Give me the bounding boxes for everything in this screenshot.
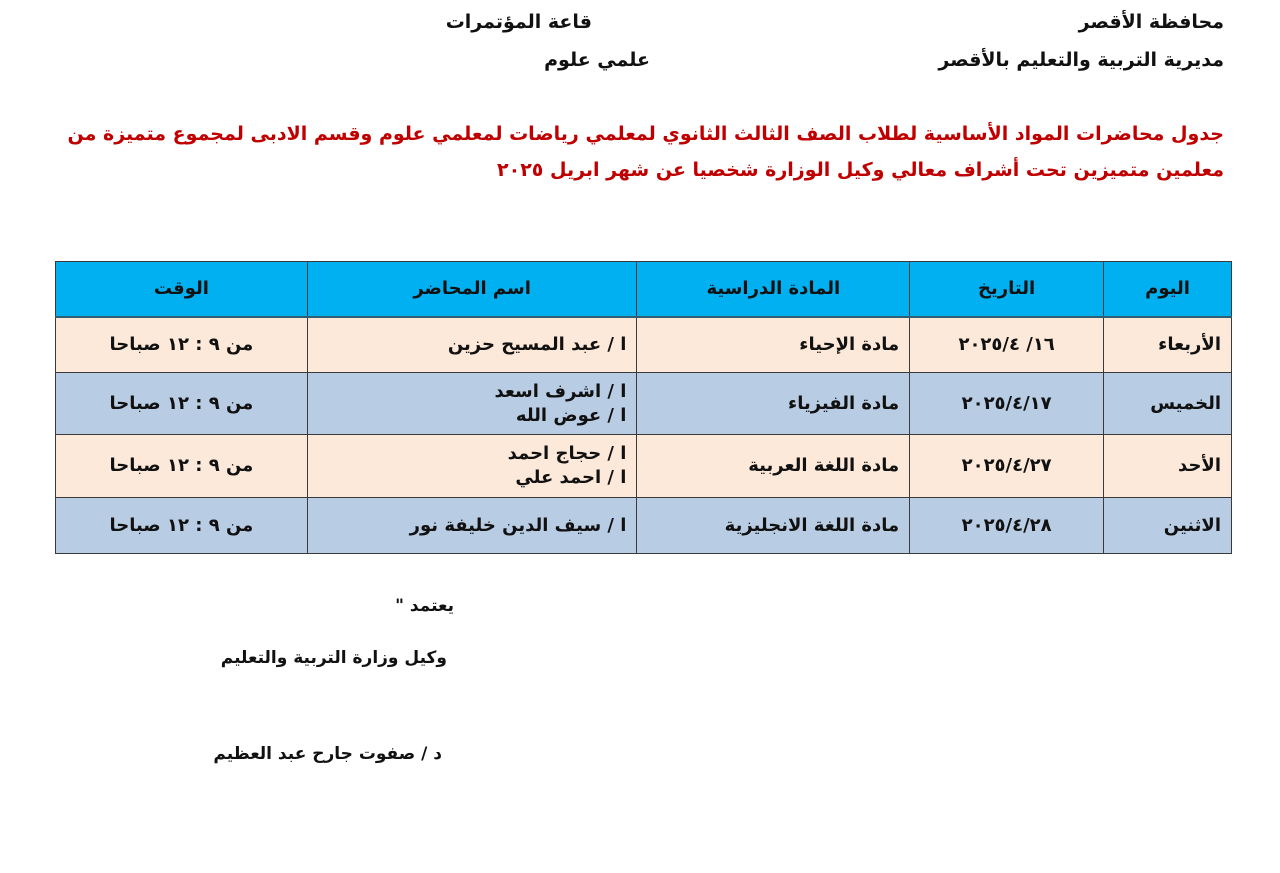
cell-date: ٢٠٢٥/٤/٢٨ bbox=[910, 498, 1104, 554]
lecturer-name: ا / عوض الله bbox=[515, 404, 627, 426]
table-header-row bbox=[56, 262, 1232, 317]
cell-day: الأحد bbox=[1104, 435, 1232, 498]
approval-label: يعتمد " bbox=[395, 596, 454, 616]
cell-lecturer bbox=[307, 373, 637, 435]
cell-day: الأربعاء bbox=[1104, 317, 1232, 373]
column-header-date: التاريخ bbox=[910, 262, 1104, 317]
column-header-lecturer: اسم المحاضر bbox=[307, 262, 637, 317]
cell-time: من ٩ : ١٢ صباحا bbox=[56, 373, 308, 435]
cell-subject: مادة الإحياء bbox=[637, 317, 910, 373]
governorate-label: محافظة الأقصر bbox=[1078, 11, 1224, 33]
cell-lecturer bbox=[307, 435, 637, 498]
table-row bbox=[56, 317, 1232, 373]
schedule-table bbox=[55, 261, 1232, 554]
cell-subject: مادة اللغة الانجليزية bbox=[637, 498, 910, 554]
hall-label: قاعة المؤتمرات bbox=[445, 11, 592, 33]
column-header-time: الوقت bbox=[56, 262, 308, 317]
cell-subject: مادة الفيزياء bbox=[637, 373, 910, 435]
cell-time: من ٩ : ١٢ صباحا bbox=[56, 317, 308, 373]
lecturer-name: ا / احمد علي bbox=[515, 467, 627, 488]
lecturer-name: ا / اشرف اسعد bbox=[494, 380, 627, 402]
cell-lecturer bbox=[307, 317, 637, 373]
table-row bbox=[56, 498, 1232, 554]
signer-name: د / صفوت جارح عبد العظيم bbox=[213, 744, 442, 764]
lecturer-name: ا / سيف الدين خليفة نور bbox=[409, 514, 627, 536]
cell-day: الخميس bbox=[1104, 373, 1232, 435]
signer-position: وكيل وزارة التربية والتعليم bbox=[220, 648, 447, 668]
cell-lecturer bbox=[307, 498, 637, 554]
cell-date: ١٦/ ٢٠٢٥/٤ bbox=[910, 317, 1104, 373]
lecturer-name: ا / حجاج احمد bbox=[507, 443, 627, 464]
lecturer-name: ا / عبد المسيح حزين bbox=[447, 333, 627, 355]
directorate-label: مديرية التربية والتعليم بالأقصر bbox=[938, 49, 1224, 71]
cell-time: من ٩ : ١٢ صباحا bbox=[56, 498, 308, 554]
cell-date: ٢٠٢٥/٤/٢٧ bbox=[910, 435, 1104, 498]
column-header-subject: المادة الدراسية bbox=[637, 262, 910, 317]
title-line-1: جدول محاضرات المواد الأساسية لطلاب الصف الثالث الثانوي لمعلمي رياضات لمعلمي علوم وقسم الادبى لمجموع متميزة من bbox=[67, 123, 1224, 145]
title-line-2: معلمين متميزين تحت أشراف معالي وكيل الوزارة شخصيا عن شهر ابريل ٢٠٢٥ bbox=[497, 159, 1224, 181]
document-title bbox=[34, 116, 1224, 188]
table-row bbox=[56, 435, 1232, 498]
cell-time: من ٩ : ١٢ صباحا bbox=[56, 435, 308, 498]
cell-date: ٢٠٢٥/٤/١٧ bbox=[910, 373, 1104, 435]
cell-subject: مادة اللغة العربية bbox=[637, 435, 910, 498]
cell-day: الاثنين bbox=[1104, 498, 1232, 554]
column-header-day: اليوم bbox=[1104, 262, 1232, 317]
department-label: علمي علوم bbox=[544, 49, 650, 71]
table-row bbox=[56, 373, 1232, 435]
